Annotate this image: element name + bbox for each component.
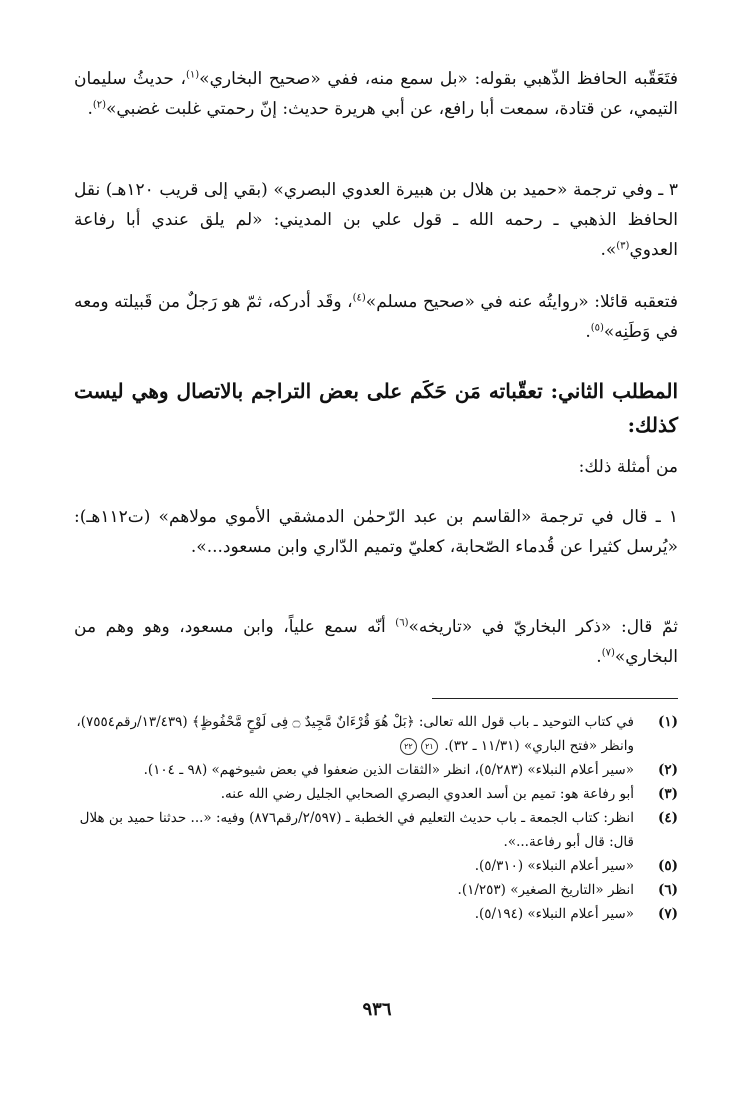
footnote-ref-7[interactable]: (٧) [601,647,615,659]
footnote-number: (٦) [657,882,678,898]
footnote-number: (٧) [657,906,678,922]
paragraph-3-text: فتعقبه قائلا: «روايتُه عنه في «صحيح مسلم» [365,292,678,312]
paragraph-2-text: ٣ ـ وفي ترجمة «حميد بن هلال بن هبيرة العدوي البصري» (بقي إلى قريب ١٢٠هـ) نقل الحافظ الذهبي ـ رحمه الله ـ قول علي بن المديني: «لم يلق عندي أبا رفاعة العدوي [74,180,678,260]
footnote-text: «سير أعلام النبلاء» (٥/١٩٤). [474,906,634,922]
footnote-text: انظر «التاريخ الصغير» (١/٢٥٣). [457,882,634,898]
paragraph-2 [74,175,678,265]
footnote-text: في كتاب التوحيد ـ باب قول الله تعالى: ﴿بَلْ هُوَ قُرْءَانٌ مَّجِيدٌ ۝ فِى لَوْحٍ مَّحْفُوظٍ﴾ (١٣/٤٣٩/رقم٧٥٥٤)، وانظر «فتح الباري» (١١/٣١ ـ ٣٢). [76,714,634,754]
paragraph-3 [74,287,678,347]
paragraph-6-end: . [596,647,602,667]
paragraph-3-end: . [585,322,591,342]
footnote-number: (٣) [657,786,678,802]
footnote-ref-5[interactable]: (٥) [590,322,604,334]
footnote-number: (١) [657,714,678,730]
paragraph-6-text-2: أنّه سمع علياً، وابن مسعود، وهو وهم من البخاري» [74,617,678,667]
footnote-5 [72,854,678,878]
footnote-divider [432,698,678,699]
paragraph-1-text: فتَعَقّبه الحافظ الذّهبي بقوله: «بل سمع منه، ففي «صحيح البخاري» [199,69,678,89]
footnote-ref-6[interactable]: (٦) [395,617,409,629]
footnote-6 [72,878,678,902]
page-number: ٩٣٦ [362,999,392,1020]
footnote-text: انظر: كتاب الجمعة ـ باب حديث التعليم في الخطبة ـ (٢/٥٩٧/رقم٨٧٦) وفيه: «... حدثنا حميد بن هلال قال: قال أبو رفاعة...». [79,810,634,850]
section-heading: المطلب الثاني: تعقّباته مَن حَكَم على بعض التراجم بالاتصال وهي ليست كذلك: [74,379,678,437]
paragraph-2-end: ». [600,240,617,260]
footnote-text: أبو رفاعة هو: تميم بن أسد العدوي البصري الصحابي الجليل رضي الله عنه. [220,786,634,802]
footnote-3 [72,782,678,806]
footnote-ref-2[interactable]: (٢) [92,99,107,111]
footnote-number: (٤) [657,810,678,826]
footnote-2 [72,758,678,782]
paragraph-6-text: ثمّ قال: «ذكر البخاريّ في «تاريخه» [408,617,678,637]
footnote-ref-3[interactable]: (٣) [616,240,630,252]
footnote-ref-1[interactable]: (١) [185,69,200,81]
paragraph-4: من أمثلة ذلك: [578,457,678,477]
paragraph-1 [74,64,678,124]
paragraph-1-end: . [87,99,93,119]
footnotes-section [72,710,678,926]
footnote-1 [72,710,678,758]
footnote-number: (٥) [657,858,678,874]
footnote-7 [72,902,678,926]
footnote-4 [72,806,678,854]
footnote-number: (٢) [657,762,678,778]
verse-number-icon: ٢٢ [400,738,417,755]
footnote-text: «سير أعلام النبلاء» (٥/٢٨٣)، انظر «الثقات الذين ضعفوا في بعض شيوخهم» (٩٨ ـ ١٠٤). [143,762,634,778]
footnote-text: «سير أعلام النبلاء» (٥/٣١٠). [474,858,634,874]
footnote-ref-4[interactable]: (٤) [352,292,366,304]
paragraph-5: ١ ـ قال في ترجمة «القاسم بن عبد الرّحمٰن الدمشقي الأموي مولاهم» (ت١١٢هـ): «يُرسل كثيرا عن قُدماء الصّحابة، كعليّ وتميم الدّاري وابن مسعود...». [74,507,678,557]
paragraph-3-text-2: ، وقَد أدركه، ثمّ هو رَجلٌ من قَبيلته ومعه في وَطَنِه» [74,292,678,342]
paragraph-6 [74,612,678,672]
verse-number-icon: ٢١ [421,738,438,755]
paragraph-1-text-2: ، حديثُ سليمان التيمي، عن قتادة، سمعت أبا رافع، عن أبي هريرة حديث: إنّ رحمتي غلبت غضبي» [74,69,678,119]
